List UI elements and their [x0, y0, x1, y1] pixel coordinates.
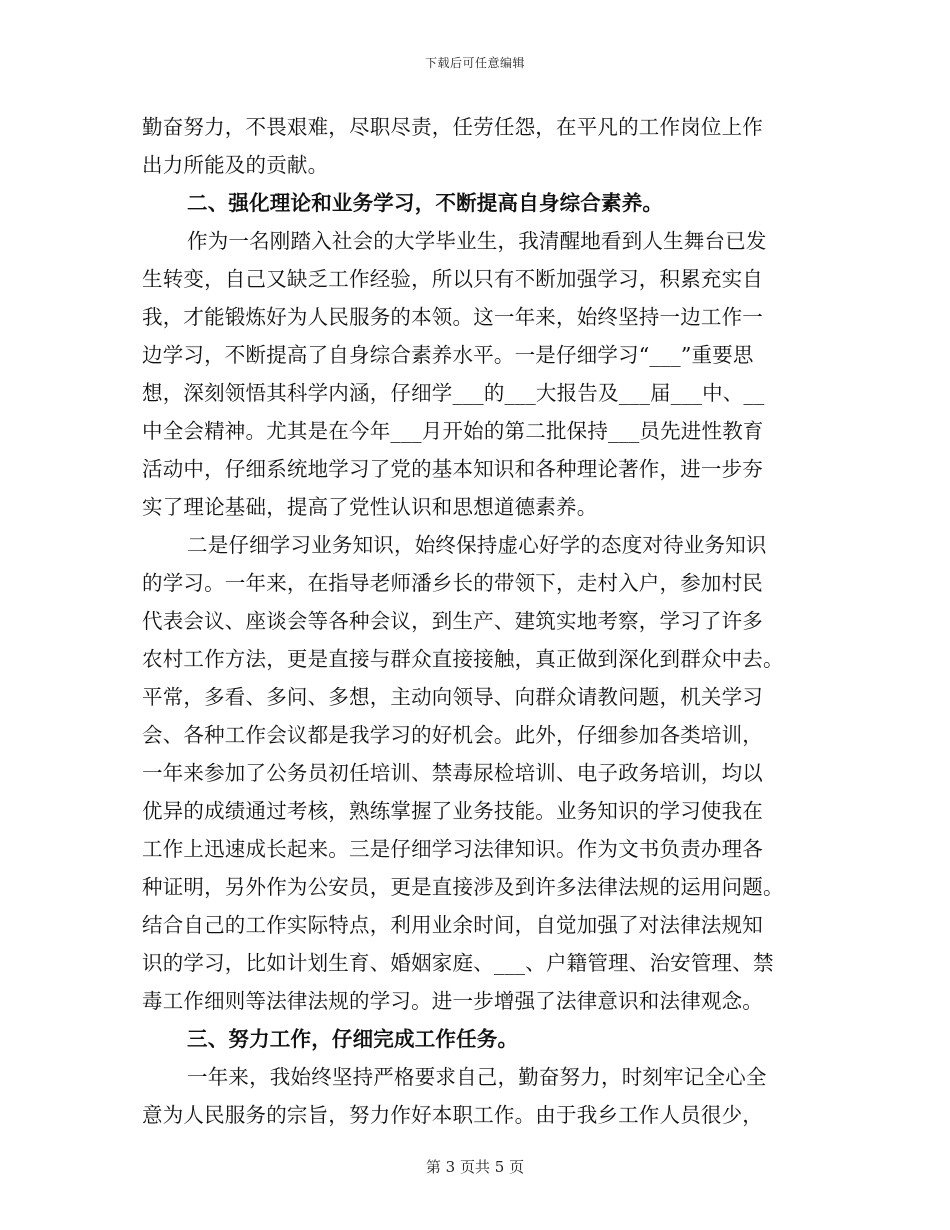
text-line: 中全会精神。尤其是在今年___月开始的第二批保持___员先进性教育	[142, 419, 764, 443]
section-heading: 二、强化理论和业务学习，不断提高自身综合素养。	[187, 191, 664, 215]
text-line: 平常，多看、多问、多想，主动向领导、向群众请教问题，机关学习	[142, 685, 763, 709]
page-header-note: 下载后可任意编辑	[424, 56, 525, 70]
section-heading: 三、努力工作，仔细完成工作任务。	[187, 1027, 519, 1051]
text-line: 勤奋努力，不畏艰难，尽职尽责，任劳任怨，在平凡的工作岗位上作	[142, 115, 763, 139]
text-line: 工作上迅速成长起来。三是仔细学习法律知识。作为文书负责办理各	[142, 837, 763, 861]
text-line: 生转变，自己又缺乏工作经验，所以只有不断加强学习，积累充实自	[142, 267, 763, 291]
text-line: 识的学习，比如计划生育、婚姻家庭、___、户籍管理、治安管理、禁	[142, 951, 774, 975]
text-line: 会、各种工作会议都是我学习的好机会。此外，仔细参加各类培训，	[142, 723, 763, 747]
text-line: 二是仔细学习业务知识，始终保持虚心好学的态度对待业务知识	[187, 533, 767, 557]
text-line: 代表会议、座谈会等各种会议，到生产、建筑实地考察，学习了许多	[142, 609, 763, 633]
text-line: 活动中，仔细系统地学习了党的基本知识和各种理论著作，进一步夯	[142, 457, 763, 481]
text-line: 意为人民服务的宗旨，努力作好本职工作。由于我乡工作人员很少，	[142, 1103, 763, 1127]
text-line: 毒工作细则等法律法规的学习。进一步增强了法律意识和法律观念。	[142, 989, 763, 1013]
text-line: 种证明，另外作为公安员，更是直接涉及到许多法律法规的运用问题。	[142, 875, 784, 899]
text-line: 优异的成绩通过考核，熟练掌握了业务技能。业务知识的学习使我在	[142, 799, 763, 823]
text-line: 想，深刻领悟其科学内涵，仔细学___的___大报告及___届___中、__	[142, 381, 765, 405]
text-line: 农村工作方法，更是直接与群众直接接触，真正做到深化到群众中去。	[142, 647, 784, 671]
text-line: 作为一名刚踏入社会的大学毕业生，我清醒地看到人生舞台已发	[187, 229, 767, 253]
text-line: 一年来参加了公务员初任培训、禁毒尿检培训、电子政务培训，均以	[142, 761, 763, 785]
text-line: 我，才能锻炼好为人民服务的本领。这一年来，始终坚持一边工作一	[142, 305, 763, 329]
document-body	[142, 108, 814, 1134]
text-line: 的学习。一年来，在指导老师潘乡长的带领下，走村入户，参加村民	[142, 571, 763, 595]
text-line: 实了理论基础，提高了党性认识和思想道德素养。	[142, 495, 598, 519]
text-line: 结合自己的工作实际特点，利用业余时间，自觉加强了对法律法规知	[142, 913, 763, 937]
text-line: 出力所能及的贡献。	[142, 153, 329, 177]
page-number: 第 3 页共 5 页	[425, 1158, 525, 1176]
text-line: 一年来，我始终坚持严格要求自己，勤奋努力，时刻牢记全心全	[187, 1065, 767, 1089]
text-line: 边学习，不断提高了自身综合素养水平。一是仔细学习“___”重要思	[142, 343, 754, 367]
